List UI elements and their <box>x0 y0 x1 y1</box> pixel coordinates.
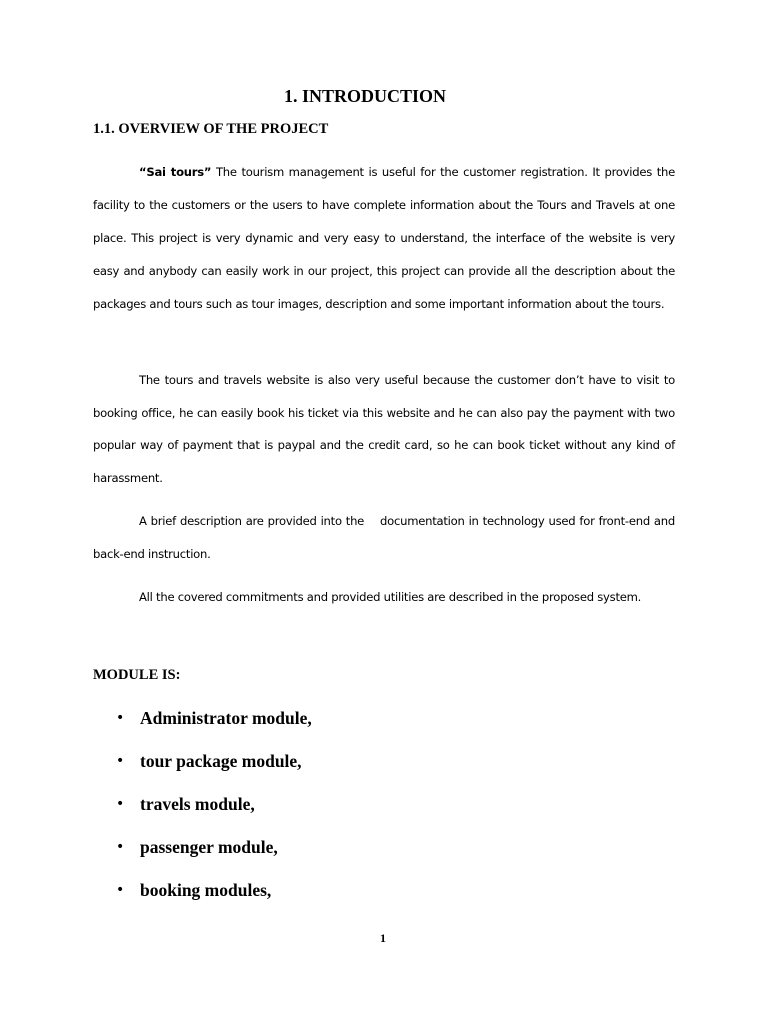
paragraph-2-text: The tours and travels website is also very useful because the customer don’t have to visit to booking office, he can easily book his ticket via this website and he can also pay the payment with two popular way of payment that is paypal and the credit card, so he can book ticket without any kind of harassment. <box>93 373 675 485</box>
bullet-icon: • <box>116 796 125 812</box>
bullet-icon: • <box>116 753 125 769</box>
module-item-label: booking modules, <box>140 880 272 900</box>
paragraph-1-text: The tourism management is useful for the customer registration. It provides the facility to the customers or the users to have complete information about the Tours and Travels at one place. This project is very dynamic and very easy to understand, the interface of the website is very easy and anybody can easily work in our project, this project can provide all the description about the packages and tours such as tour images, description and some important information about the tours. <box>93 165 675 311</box>
bullet-icon: • <box>116 839 125 855</box>
page-title: 1. INTRODUCTION <box>283 86 447 106</box>
overview-paragraph-3 <box>93 505 679 571</box>
page-number: 1 <box>380 931 386 945</box>
module-item-label: tour package module, <box>140 751 302 771</box>
overview-paragraph-2 <box>93 364 675 494</box>
project-name: “Sai tours” <box>139 165 212 179</box>
bullet-icon: • <box>116 710 125 726</box>
module-item-label: Administrator module, <box>140 708 312 728</box>
paragraph-3-text: A brief description are provided into the documentation in technology used for front-end and back-end instruction. <box>93 514 679 561</box>
overview-paragraph-1 <box>93 156 675 321</box>
module-item-label: travels module, <box>140 794 255 814</box>
section-heading: 1.1. OVERVIEW OF THE PROJECT <box>93 121 329 137</box>
module-heading: MODULE IS: <box>93 667 181 683</box>
module-item-label: passenger module, <box>140 837 278 857</box>
bullet-icon: • <box>116 882 125 898</box>
paragraph-4-text: All the covered commitments and provided utilities are described in the proposed system. <box>139 590 642 604</box>
overview-paragraph-4 <box>93 585 675 609</box>
